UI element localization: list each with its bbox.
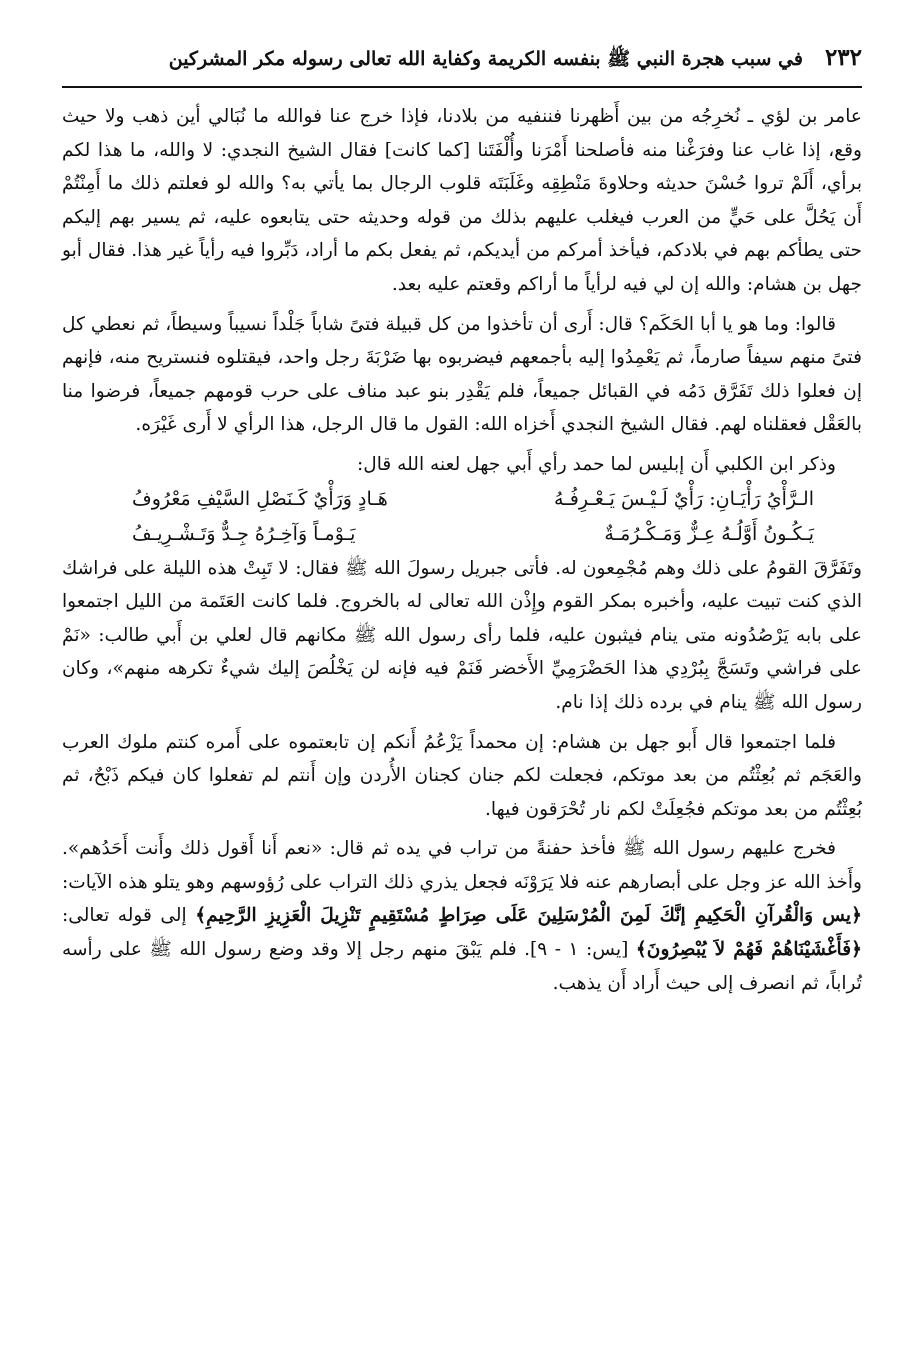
poem-verse-1 [132,482,814,517]
paragraph-1: عامر بن لؤي ـ نُخرِجُه من بين أَظهرنا فننفيه من بلادنا، فإذا خرج عنا فوالله ما نُبَالي أين ذهب ولا حيث وقع، إذا غاب عنا وفرَغْنا منه فأصلحنا أَمْرَنا وأُلْفَتَنا [كما كانت] فقال الشيخ النجدي: لا والله، ما هذا لكم برأي، أَلَمْ تروا حُسْنَ حديثه وحلاوةَ مَنْطِقِه وغَلَبَتَه قلوب الرجال بما يأتي به؟ والله لو فعلتم ذلك ما أَمِنْتُمْ أَن يَحُلَّ على حَيٍّ من العرب فيغلب عليهم بذلك من قوله وحديثه حتى يتابعوه عليه، ثم يسير بهم إليكم حتى يطأكم بهم في بلادكم، فيأخذ أمركم من أيديكم، ثم يفعل بكم ما أراد، دَبِّروا فيه رأياً غير هذا. فقال أبو جهل بن هشام: والله إن لي فيه لرأياً ما أراكم وقعتم عليه بعد. [62,106,862,295]
running-title: في سبب هجرة النبي ﷺ بنفسه الكريمة وكفاية الله تعالى رسوله مكر المشركين [168,48,803,70]
quran-verse-yasin-1-5: ﴿يس وَالْقُرآنِ الْحَكِيمِ إنَّكَ لَمِنَ الْمُرْسَلِينَ عَلَى صِرَاطٍ مُسْتَقِيمٍ تَنْزِيلَ الْعَزِيزِ الرَّحِيمِ﴾ [195,905,862,927]
quran-verse-yasin-9: ﴿فَأَغْشَيْنَاهُمْ فَهُمْ لاَ يُبْصِرُونَ﴾ [635,939,862,961]
paragraph-6 [62,832,862,1000]
paragraph-2: قالوا: وما هو يا أبا الحَكَم؟ قال: أَرى أن تأخذوا من كل قبيلة فتىً شاباً جَلْداً نسيباً وسيطاً، ثم نعطي كل فتىً منهم سيفاً صارماً، ثم يَعْمِدُوا إليه بأجمعهم فيضربوه بها ضَرْبَةَ رجل واحد، فيقتلوه فنستريح منه، فإنهم إن فعلوا ذلك تَفَرَّق دَمُه في القبائل جميعاً، فلم يَقْدِر بنو عبد مناف على حرب قومهم جميعاً، فرضوا منا بالعَقْل فعقلناه لهم. فقال الشيخ النجدي أَخزاه الله: القول ما قال الرجل، هذا الرأي لا أَرى غَيْرَه. [62,313,862,436]
verse-2-first-hemistich: يَـكُـونُ أَوَّلُـهُ عِـزٌّ وَمَـكْـرُمَـةٌ [604,522,814,545]
book-page [62,44,862,1334]
page-number: ٢٣٢ [824,44,862,71]
poem-intro: وذكر ابن الكلبي أَن إبليس لما حمد رأي أَبي جهل لعنه الله قال: [356,453,836,475]
verse-1-second-hemistich: هَـادٍ وَرَأْيٌ كَـنَصْلِ السَّيْفِ مَعْرُوفُ [132,487,388,510]
poem [132,482,814,552]
verse-1-first-hemistich: الـرَّأْيُ رَأْيَـانِ: رَأْيٌ لَـيْـسَ يَـعْـرِفُـهُ [554,487,814,510]
poem-verse-2 [132,517,814,552]
verse-2-second-hemistich: يَـوْمـاً وَآخِـرُهُ جِـدٌّ وَتَـشْـرِيـفُ [132,522,356,545]
paragraph-5: فلما اجتمعوا قال أَبو جهل بن هشام: إن محمداً يَزْعُمُ أَنكم إن تابعتموه على أَمره كنتم ملوك العرب والعَجَم ثم بُعِثْتُم من بعد موتكم، فجعلت لكم جنان كجنان الأُردن وإن أَنتم لم تفعلوا كان فيكم ذَبْحٌ، ثم بُعِثْتُم من بعد موتكم فجُعِلَتْ لكم نار تُحْرَقون فيها. [62,731,862,820]
paragraph-6-text-b: إلى قوله تعالى: [62,905,196,927]
page-header [62,44,862,88]
paragraph-6-text-c: [يس: ١ - ٩]. فلم يَبْقَ منهم رجل إلا وقد وضع رسول الله ﷺ على رأسه تُراباً، ثم انصرف إلى حيث أَراد أَن يذهب. [62,939,862,994]
paragraph-4: وتَفَرَّقَ القومُ على ذلك وهم مُجْمِعون له. فأتى جبريل رسولَ الله ﷺ فقال: لا تَبِتْ هذه الليلة على فراشك الذي كنت تبيت عليه، وأخبره بمكر القوم وإِذْن الله تعالى له بالخروج. فلما كانت العَتَمة من الليل اجتمعوا على بابه يَرْصُدُونه متى ينام فيثبون عليه، فلما رأى رسول الله ﷺ مكانهم قال لعلي بن أَبي طالب: «نَمْ على فراشي وتَسَجَّ بِبُرْدِي هذا الحَضْرَمِيِّ الأَخضر فَنَمْ فيه فإنه لن يَخْلُصَ إليك شيءٌ تكرهه منهم»، وكان رسول الله ﷺ ينام في برده ذلك إذا نام. [62,557,862,713]
paragraph-6-text-a: فخرج عليهم رسول الله ﷺ فأخذ حفنةً من تراب في يده ثم قال: «نعم أَنا أَقول ذلك وأَنت أَحَدُهم». وأَخذ الله عز وجل على أبصارهم عنه فلا يَرَوْنَه فجعل يذري ذلك التراب على رُؤوسهم وهو يتلو هذه الآيات: [62,838,862,893]
page-body [62,100,862,1000]
